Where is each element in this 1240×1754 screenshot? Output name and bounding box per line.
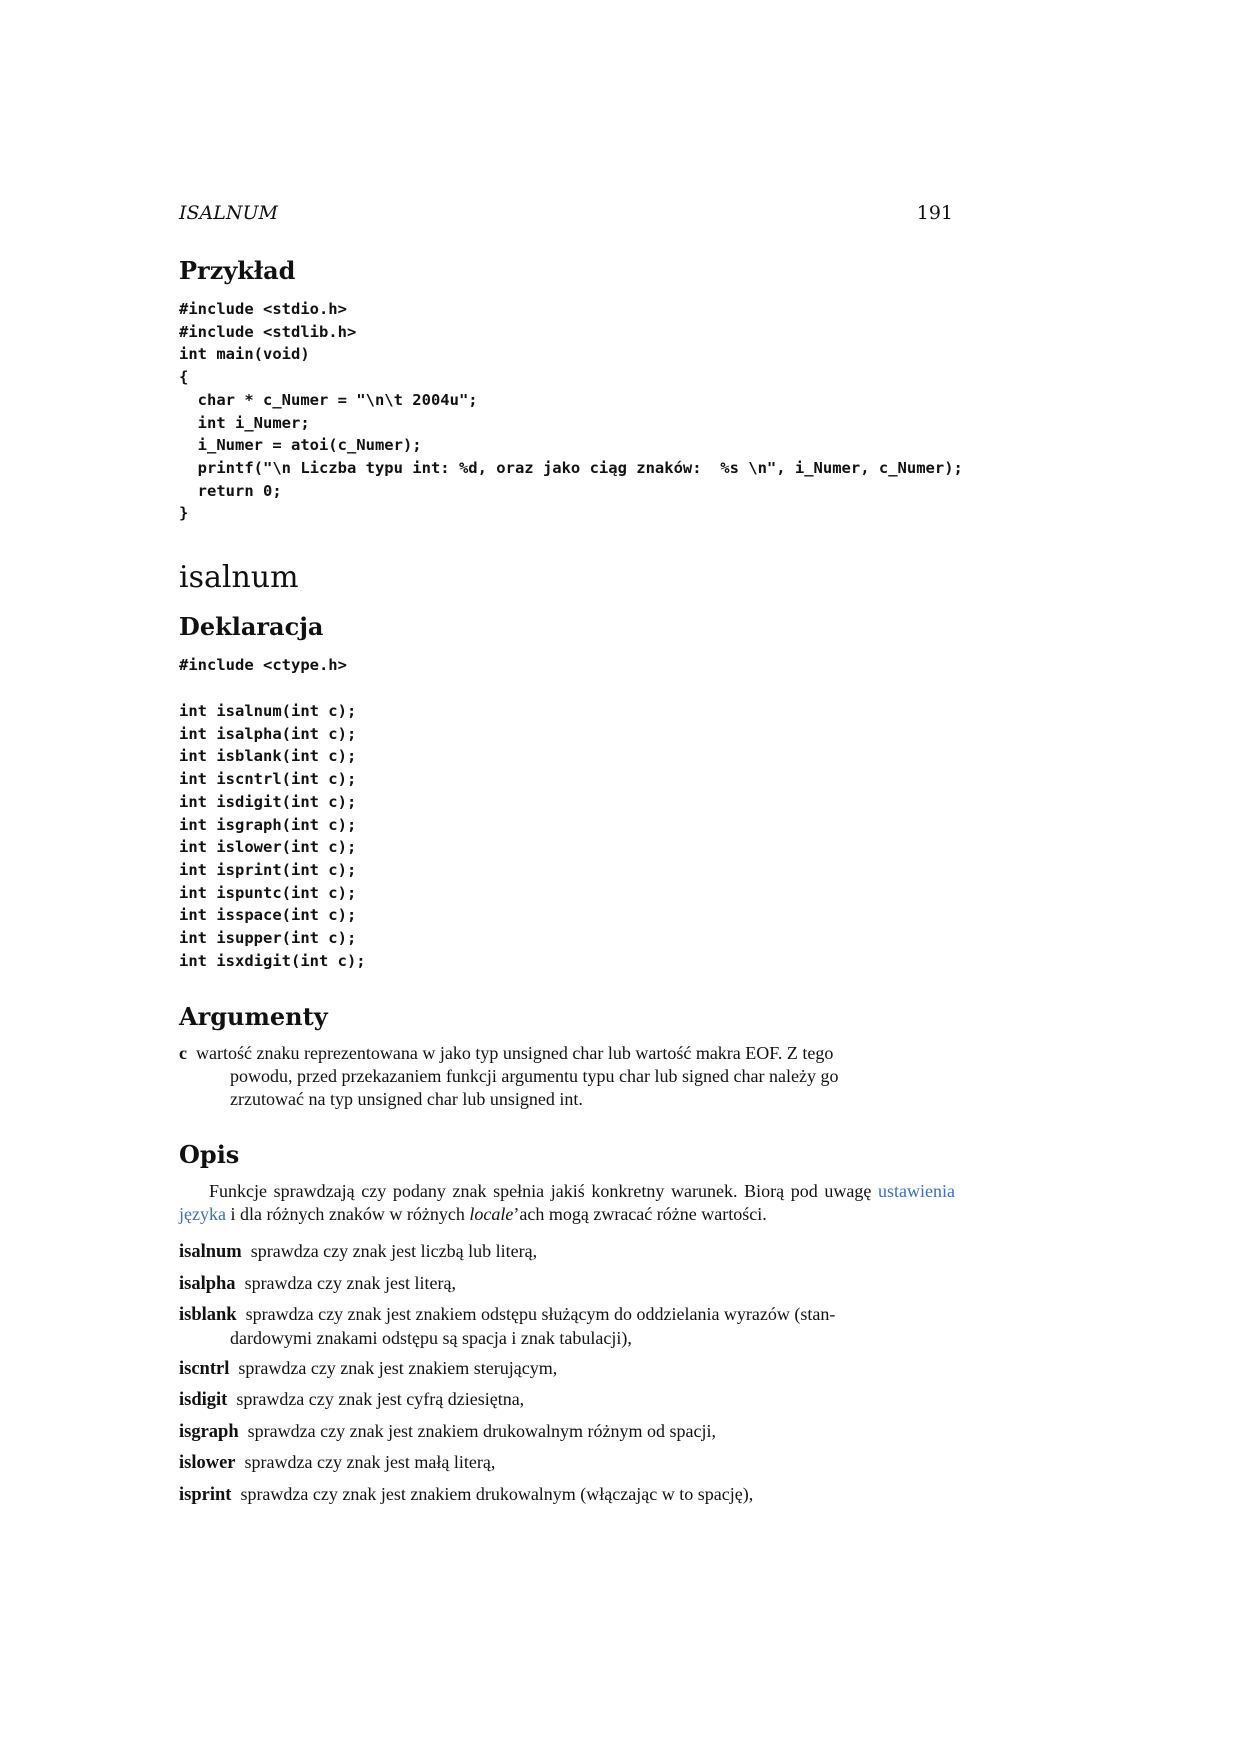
list-item [179, 1303, 955, 1350]
function-term: islower [179, 1453, 236, 1473]
list-item [179, 1240, 955, 1264]
locale-word: locale [469, 1204, 514, 1224]
list-item [179, 1272, 955, 1296]
function-desc: sprawdza czy znak jest cyfrą dziesiętna, [236, 1389, 525, 1409]
list-item [179, 1388, 955, 1412]
function-desc: sprawdza czy znak jest literą, [244, 1273, 456, 1293]
function-desc: sprawdza czy znak jest małą literą, [244, 1452, 496, 1472]
section-title: isalnum [179, 560, 299, 595]
function-desc: sprawdza czy znak jest znakiem odstępu służącym do oddzielania wyrazów (stan- [245, 1304, 836, 1324]
description-paragraph [179, 1180, 955, 1226]
argument-term: c [179, 1043, 187, 1063]
include-line: #include <ctype.h> [179, 656, 347, 674]
function-term: isalnum [179, 1242, 242, 1262]
description-text-end: ’ach mogą zwracać różne wartości. [513, 1204, 767, 1224]
page-number: 191 [916, 202, 953, 224]
function-desc: sprawdza czy znak jest znakiem sterującym, [238, 1358, 558, 1378]
description-text-mid: i dla różnych znaków w różnych [225, 1204, 470, 1224]
argument-line-3: zrzutować na typ unsigned char lub unsigned int. [230, 1089, 583, 1109]
example-code: #include <stdio.h> #include <stdlib.h> int main(void) { char * c_Numer = "\n\t 2004u"; int i_Numer; i_Numer = atoi(c_Numer); printf("\n Liczba typu int: %d, oraz jako ciąg znaków: %s \n", i_Numer, c_Numer); return 0; } [179, 300, 963, 523]
function-term: isdigit [179, 1390, 228, 1410]
argument-c [179, 1042, 955, 1111]
description-text-start: Funkcje sprawdzają czy podany znak spełnia jakiś konkretny warunek. Biorą pod uwagę [209, 1181, 872, 1201]
list-item [179, 1451, 955, 1475]
example-heading: Przykład [179, 256, 296, 285]
prototype-list: int isalnum(int c); int isalpha(int c); int isblank(int c); int iscntrl(int c); int isdigit(int c); int isgraph(int c); int islower(int c); int isprint(int c); int ispuntc(int c); int isspace(int c); int isupper(int c); int isxdigit(int c); [179, 702, 366, 970]
function-term: isgraph [179, 1422, 239, 1442]
running-header-title: ISALNUM [179, 202, 278, 224]
list-item [179, 1420, 955, 1444]
argument-line-2: powodu, przed przekazaniem funkcji argumentu typu char lub signed char należy go [230, 1066, 839, 1086]
declaration-heading: Deklaracja [179, 612, 324, 641]
function-term: isprint [179, 1485, 232, 1505]
function-desc: sprawdza czy znak jest liczbą lub literą, [250, 1241, 538, 1261]
function-term: isalpha [179, 1274, 236, 1294]
language-settings-link[interactable]: ustawienia języka [179, 1181, 955, 1224]
description-heading: Opis [179, 1140, 240, 1169]
function-term: isblank [179, 1305, 237, 1325]
arguments-heading: Argumenty [179, 1002, 328, 1031]
list-item [179, 1357, 955, 1381]
argument-line-1: wartość znaku reprezentowana w jako typ unsigned char lub wartość makra EOF. Z tego [196, 1043, 834, 1063]
function-desc-continued: dardowymi znakami odstępu są spacja i znak tabulacji), [230, 1328, 632, 1348]
running-header [179, 202, 953, 232]
function-desc: sprawdza czy znak jest znakiem drukowalnym różnym od spacji, [247, 1421, 716, 1441]
function-desc: sprawdza czy znak jest znakiem drukowalnym (włączając w to spację), [240, 1484, 754, 1504]
list-item [179, 1483, 955, 1507]
function-term: iscntrl [179, 1359, 230, 1379]
